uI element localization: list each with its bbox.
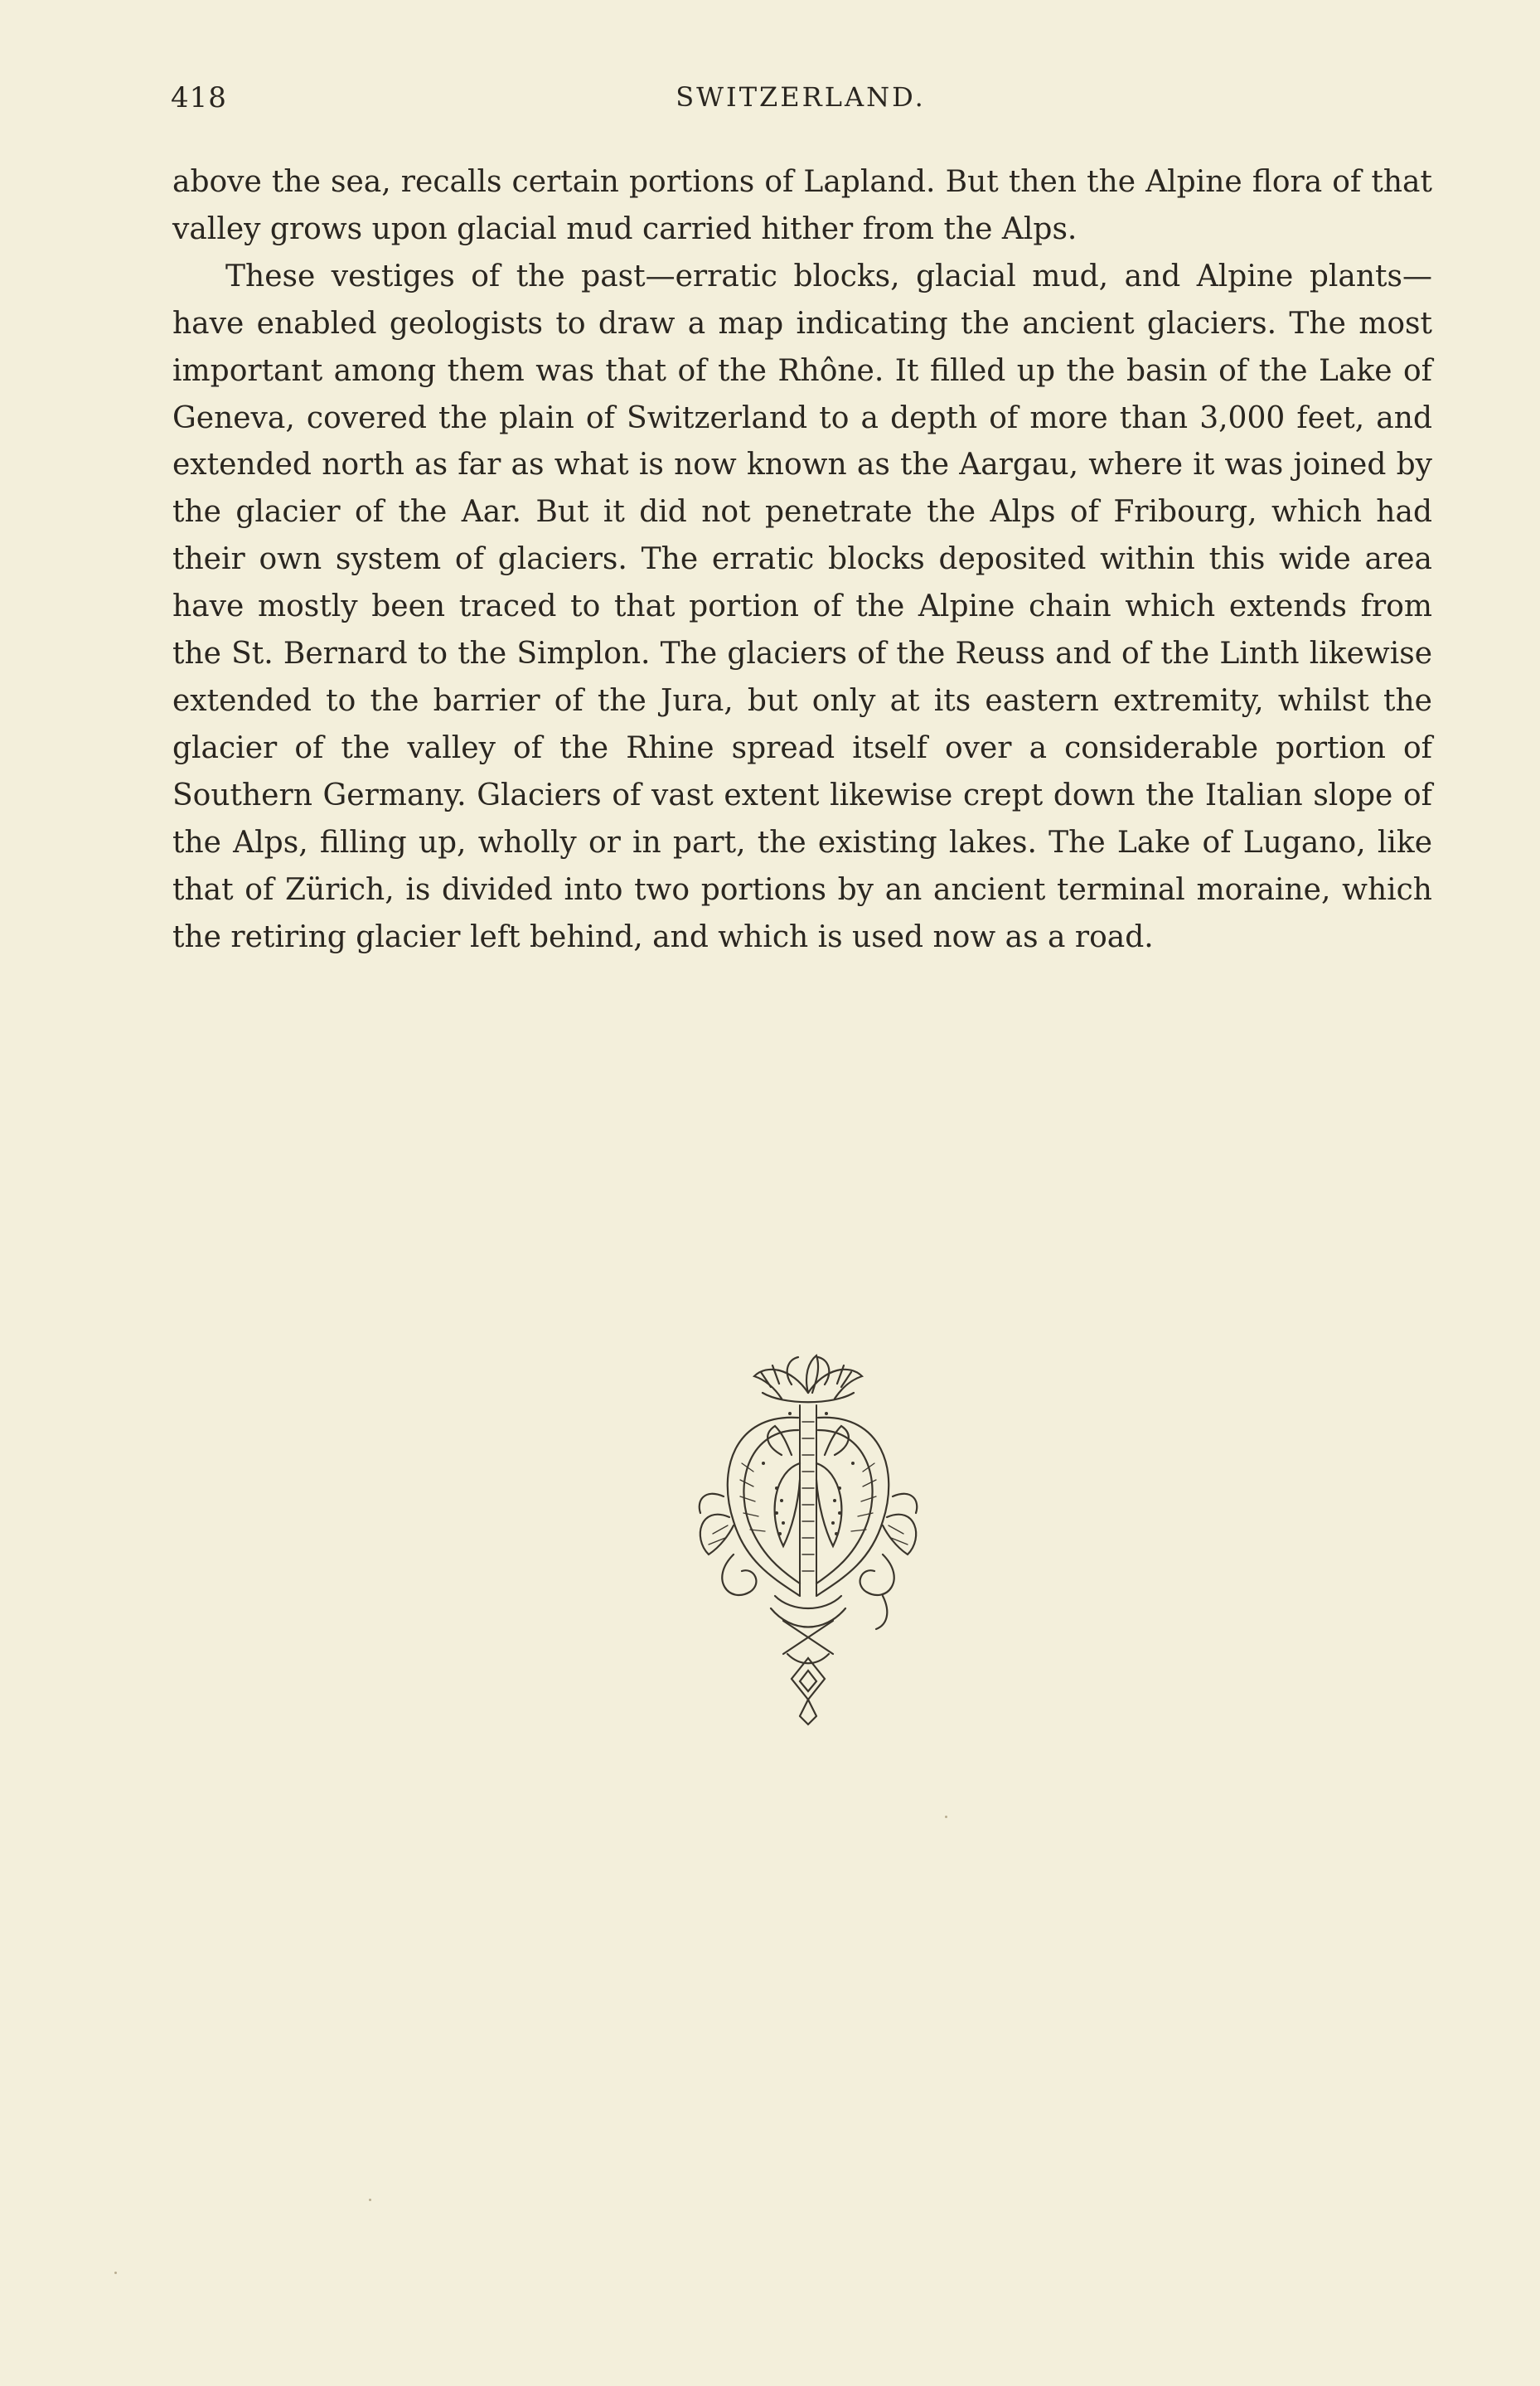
body-text <box>172 159 1432 961</box>
paper-speck <box>945 1816 947 1818</box>
paragraph-1: above the sea, recalls certain portions of Lapland. But then the Alpine flora of that valley grows upon glacial mud carried hither from the Alps. <box>172 165 1432 246</box>
paragraph-2: These vestiges of the past—erratic blocks, glacial mud, and Alpine plants—have enabled geologists to draw a map indicating the ancient glaciers. The most important among them was that of the Rhône. It filled up the basin of the Lake of Geneva, covered the plain of Switzerland to a depth of more than 3,000 feet, and extended north as far as what is now known as the Aargau, where it was joined by the glacier of the Aar. But it did not penetrate the Alps of Fribourg, which had their own system of glaciers. The erratic blocks deposited within this wide area have mostly been traced to that portion of the Alpine chain which extends from the St. Bernard to the Simplon. The glaciers of the Reuss and of the Linth likewise extended to the barrier of the Jura, but only at its eastern extremity, whilst the glacier of the valley of the Rhine spread itself over a considerable portion of Southern Germany. Glaciers of vast extent likewise crept down the Italian slope of the Alps, filling up, wholly or in part, the existing lakes. The Lake of Lugano, like that of Zürich, is divided into two portions by an ancient terminal moraine, which the retiring glacier left behind, and which is used now as a road. <box>172 259 1432 954</box>
running-title: SWITZERLAND. <box>676 81 926 113</box>
paper-speck <box>114 2272 117 2274</box>
page-number: 418 <box>171 81 227 114</box>
page-header <box>171 81 1431 121</box>
paper-speck <box>369 2199 371 2201</box>
floral-tailpiece-icon <box>684 1347 932 1729</box>
